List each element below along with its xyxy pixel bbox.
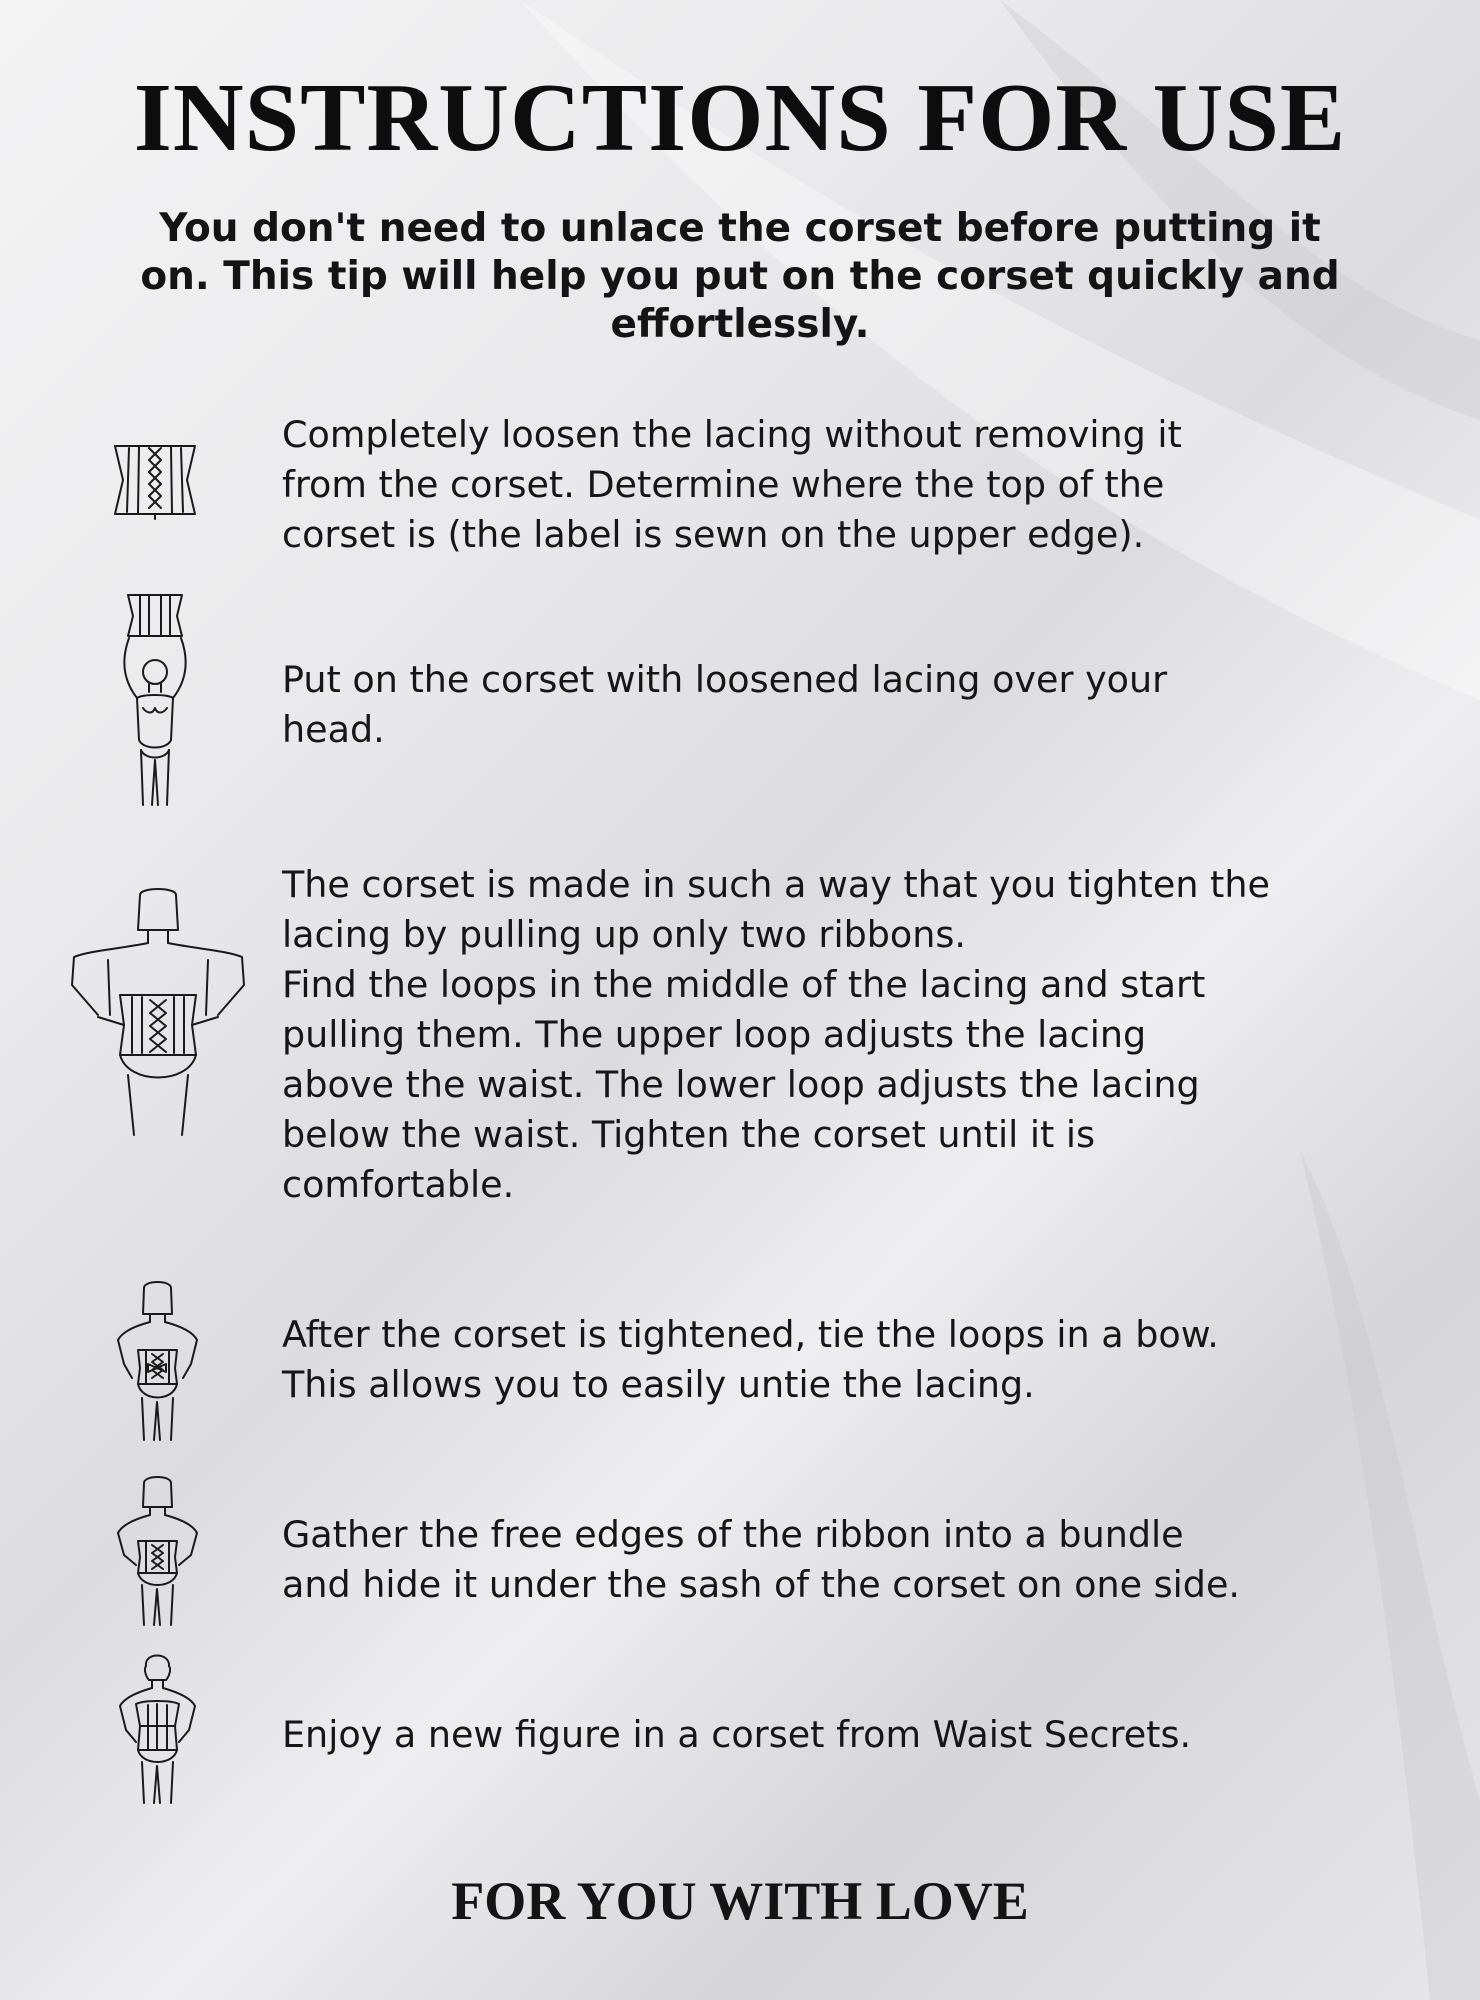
footer-slogan: FOR YOU WITH LOVE bbox=[451, 1871, 1029, 1931]
step-2-text: Put on the corset with loosened lacing over your head. bbox=[282, 658, 1168, 751]
tie-bow-icon bbox=[110, 1280, 205, 1445]
page-title: INSTRUCTIONS FOR USE bbox=[133, 64, 1347, 172]
corset-over-head-icon bbox=[115, 590, 195, 810]
step-6-text: Enjoy a new figure in a corset from Waist Secrets. bbox=[282, 1713, 1192, 1756]
step-1-text: Completely loosen the lacing without removing it from the corset. Determine where the top of the corset is (the label is sewn on the upper edge). bbox=[282, 413, 1182, 556]
intro-text: You don't need to unlace the corset before putting it on. This tip will help you put on the corset quickly and effortlessly. bbox=[140, 206, 1340, 347]
woman-in-corset-icon bbox=[110, 1648, 205, 1808]
pulling-ribbons-icon bbox=[68, 885, 248, 1140]
step-4-text: After the corset is tightened, tie the loops in a bow. This allows you to easily untie the lacing. bbox=[282, 1313, 1219, 1406]
step-5-text: Gather the free edges of the ribbon into a bundle and hide it under the sash of the corset on one side. bbox=[282, 1513, 1241, 1606]
corset-icon bbox=[105, 440, 205, 520]
step-3-text: The corset is made in such a way that you tighten the lacing by pulling up only two ribbons. Find the loops in the middle of the lacing and start pulling them. The upper loop adjusts the lacing above the waist. The lower loop adjusts the lacing below the waist. Tighten the corset until it is comfortable. bbox=[282, 863, 1270, 1206]
tuck-ribbon-icon bbox=[110, 1475, 205, 1630]
